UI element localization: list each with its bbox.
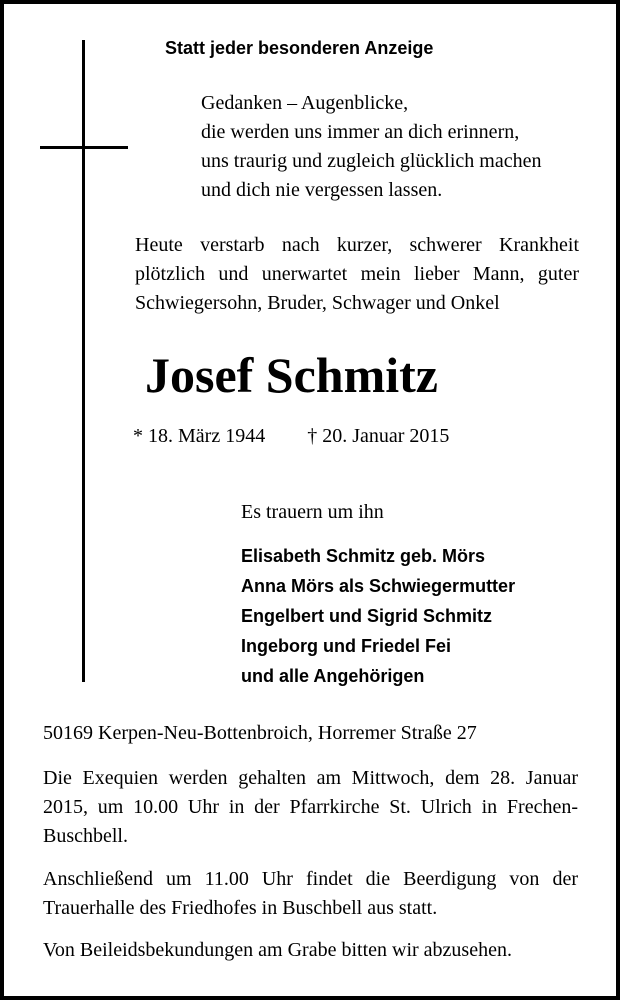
- text-line: 2015, um 10.00 Uhr in der Pfarrkirche St. Ulrich in Frechen-: [43, 796, 578, 818]
- mourner: Anna Mörs als Schwiegermutter: [241, 576, 516, 596]
- death-announcement: [135, 231, 579, 318]
- address: 50169 Kerpen-Neu-Bottenbroich, Horremer Straße 27: [43, 722, 477, 744]
- mourner: Ingeborg und Friedel Fei: [241, 636, 452, 656]
- burial-info: [43, 865, 578, 923]
- text-line: Trauerhalle des Friedhofes in Buschbell aus statt.: [43, 897, 438, 919]
- mourners-intro: Es trauern um ihn: [241, 501, 384, 523]
- text-line: Anschließend um 11.00 Uhr findet die Beerdigung von der: [43, 868, 578, 890]
- mourner: Engelbert und Sigrid Schmitz: [241, 606, 493, 626]
- death-date: † 20. Januar 2015: [307, 425, 450, 447]
- poem: [201, 89, 541, 205]
- poem-line: und dich nie vergessen lassen.: [201, 179, 443, 201]
- poem-line: die werden uns immer an dich erinnern,: [201, 121, 520, 143]
- announcement-line: Heute verstarb nach kurzer, schwerer Krankheit: [135, 234, 579, 256]
- text-line: Von Beileidsbekundungen am Grabe bitten wir abzusehen.: [43, 939, 512, 961]
- condolences-note: [43, 936, 578, 965]
- announcement-line: Schwiegersohn, Bruder, Schwager und Onkel: [135, 292, 500, 314]
- mourner: und alle Angehörigen: [241, 666, 425, 686]
- text-line: Die Exequien werden gehalten am Mittwoch, dem 28. Januar: [43, 767, 578, 789]
- poem-line: uns traurig und zugleich glücklich machen: [201, 150, 542, 172]
- life-dates: [133, 425, 449, 448]
- poem-line: Gedanken – Augenblicke,: [201, 92, 409, 114]
- cross-vertical-bar: [82, 40, 85, 682]
- birth-date: * 18. März 1944: [133, 425, 266, 447]
- funeral-mass-info: [43, 764, 578, 851]
- mourner: Elisabeth Schmitz geb. Mörs: [241, 546, 486, 566]
- mourners-list: [241, 541, 515, 691]
- cross-horizontal-bar: [40, 146, 128, 149]
- text-line: Buschbell.: [43, 825, 128, 847]
- announcement-line: plötzlich und unerwartet mein lieber Mann, guter: [135, 263, 579, 285]
- deceased-name: Josef Schmitz: [145, 347, 438, 403]
- notice-header: Statt jeder besonderen Anzeige: [165, 38, 434, 58]
